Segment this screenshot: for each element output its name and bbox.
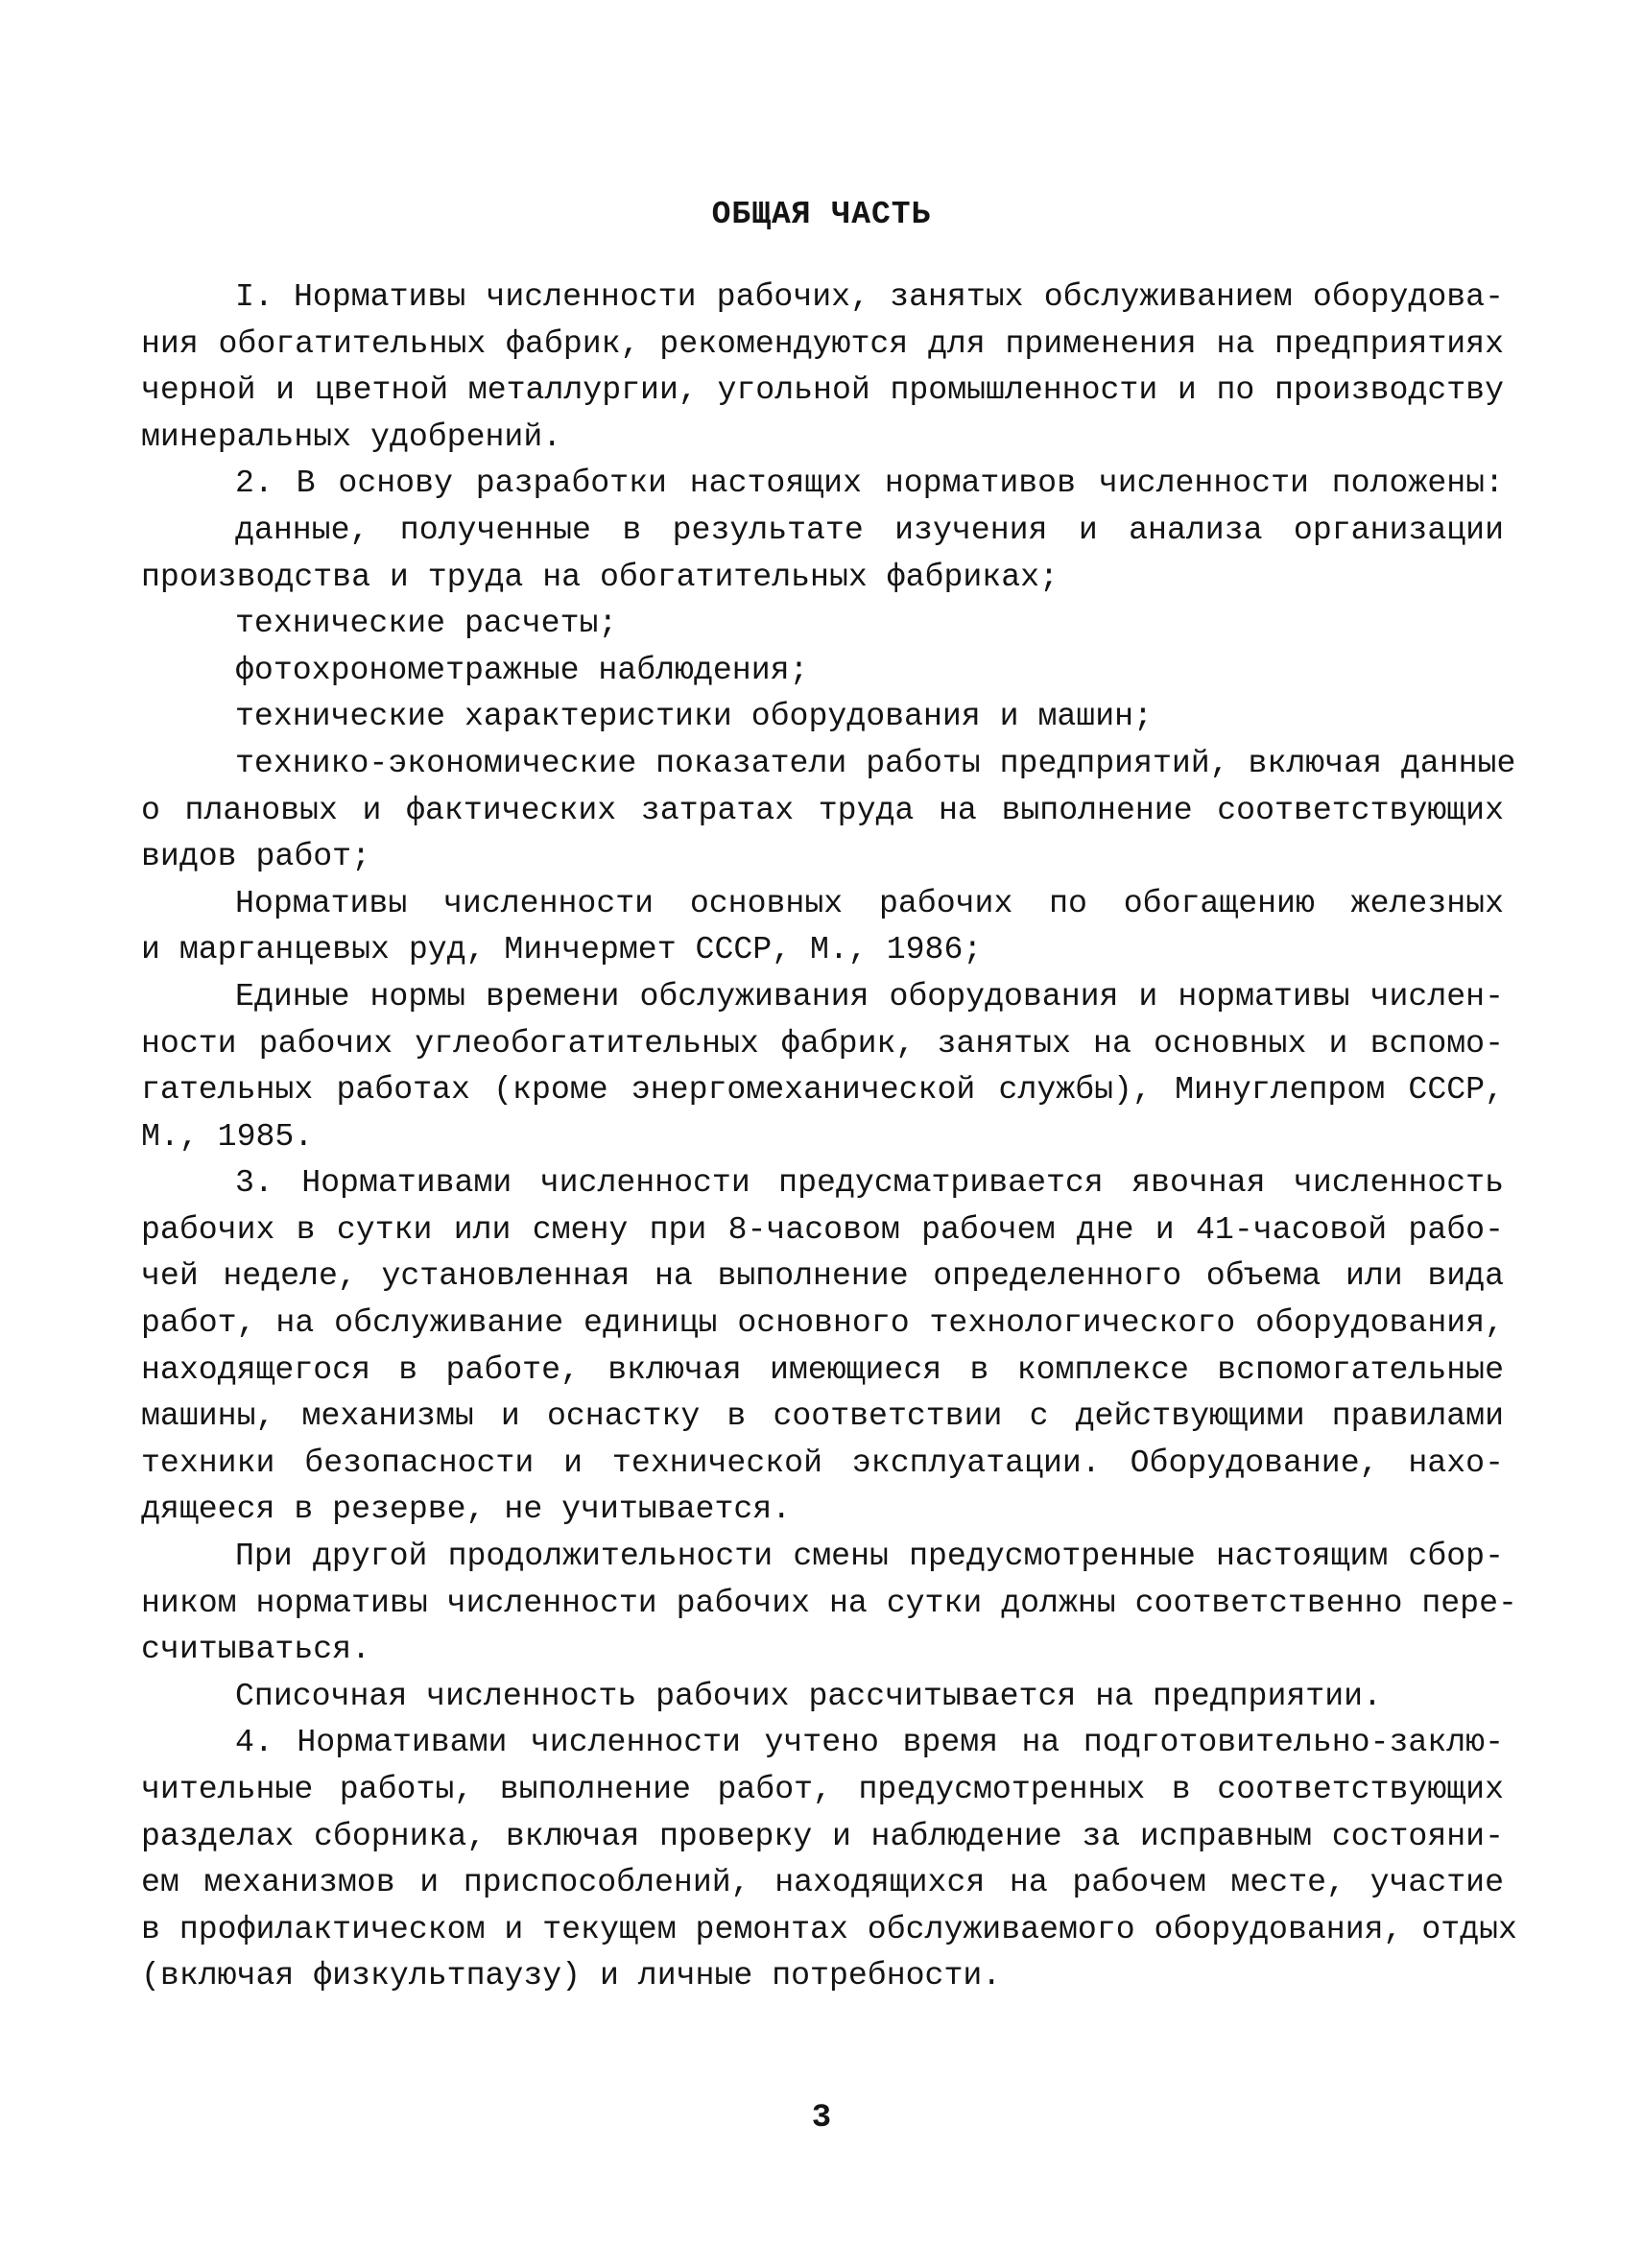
text-line: (включая физкультпаузу) и личные потребности.	[141, 1957, 1002, 1994]
text-line: машины, механизмы и оснастку в соответствии с действующими правилами	[141, 1397, 1504, 1435]
text-line: разделах сборника, включая проверку и наблюдение за исправным состояни-	[141, 1817, 1504, 1854]
text-line: данные, полученные в результате изучения и анализа организации	[235, 511, 1504, 548]
text-line: о плановых и фактических затратах труда на выполнение соответствующих	[141, 791, 1504, 828]
text-line: технико-экономические показатели работы предприятий, включая данные	[235, 744, 1516, 781]
body-text	[141, 274, 1517, 1999]
text-line: чительные работы, выполнение работ, предусмотренных в соответствующих	[141, 1771, 1504, 1807]
text-line: гательных работах (кроме энергомеханической службы), Минуглепром СССР,	[141, 1071, 1504, 1109]
text-line: При другой продолжительности смены предусмотренные настоящим сбор-	[235, 1538, 1504, 1575]
text-line: в профилактическом и текущем ремонтах обслуживаемого оборудования, отдых	[141, 1910, 1517, 1947]
text-line: производства и труда на обогатительных фабриках;	[141, 558, 1059, 595]
text-line: Списочная численность рабочих рассчитывается на предприятии.	[235, 1677, 1382, 1714]
text-line: техники безопасности и технической эксплуатации. Оборудование, нахо-	[141, 1444, 1504, 1481]
text-line: ности рабочих углеобогатительных фабрик, занятых на основных и вспомо-	[141, 1024, 1504, 1062]
text-line: и марганцевых руд, Минчермет СССР, М., 1986;	[141, 931, 983, 968]
text-line: Нормативы численности основных рабочих по обогащению железных	[235, 884, 1504, 921]
text-line: видов работ;	[141, 838, 370, 875]
text-line: Единые нормы времени обслуживания оборудования и нормативы числен-	[235, 977, 1504, 1015]
text-line: ем механизмов и приспособлений, находящихся на рабочем месте, участие	[141, 1864, 1504, 1901]
text-line: 4. Нормативами численности учтено время на подготовительно-заклю-	[235, 1724, 1504, 1761]
text-line: рабочих в сутки или смену при 8-часовом рабочем дне и 41-часовой рабо-	[141, 1210, 1504, 1248]
text-line: ния обогатительных фабрик, рекомендуются для применения на предприятиях	[141, 324, 1504, 362]
text-line: фотохронометражные наблюдения;	[235, 651, 809, 688]
text-line: черной и цветной металлургии, угольной промышленности и по производству	[141, 371, 1504, 409]
text-line: технические расчеты;	[235, 605, 618, 642]
text-line: считываться.	[141, 1631, 370, 1668]
text-line: работ, на обслуживание единицы основного технологического оборудования,	[141, 1304, 1504, 1342]
text-line: минеральных удобрений.	[141, 418, 562, 455]
text-line: находящегося в работе, включая имеющиеся в комплексе вспомогательные	[141, 1350, 1504, 1388]
page-number: 3	[811, 2100, 832, 2137]
text-line: чей неделе, установленная на выполнение определенного объема или вида	[141, 1257, 1504, 1295]
text-line: дящееся в резерве, не учитывается.	[141, 1491, 792, 1528]
text-line: М., 1985.	[141, 1117, 314, 1155]
text-line: I. Нормативы численности рабочих, занятых обслуживанием оборудова-	[235, 278, 1504, 315]
text-line: ником нормативы численности рабочих на сутки должны соответственно пере-	[141, 1584, 1517, 1621]
text-line: 2. В основу разработки настоящих нормативов численности положены:	[235, 465, 1504, 502]
section-title: ОБЩАЯ ЧАСТЬ	[711, 197, 932, 232]
text-line: 3. Нормативами численности предусматривается явочная численность	[235, 1164, 1504, 1202]
text-line: технические характеристики оборудования и машин;	[235, 698, 1153, 735]
